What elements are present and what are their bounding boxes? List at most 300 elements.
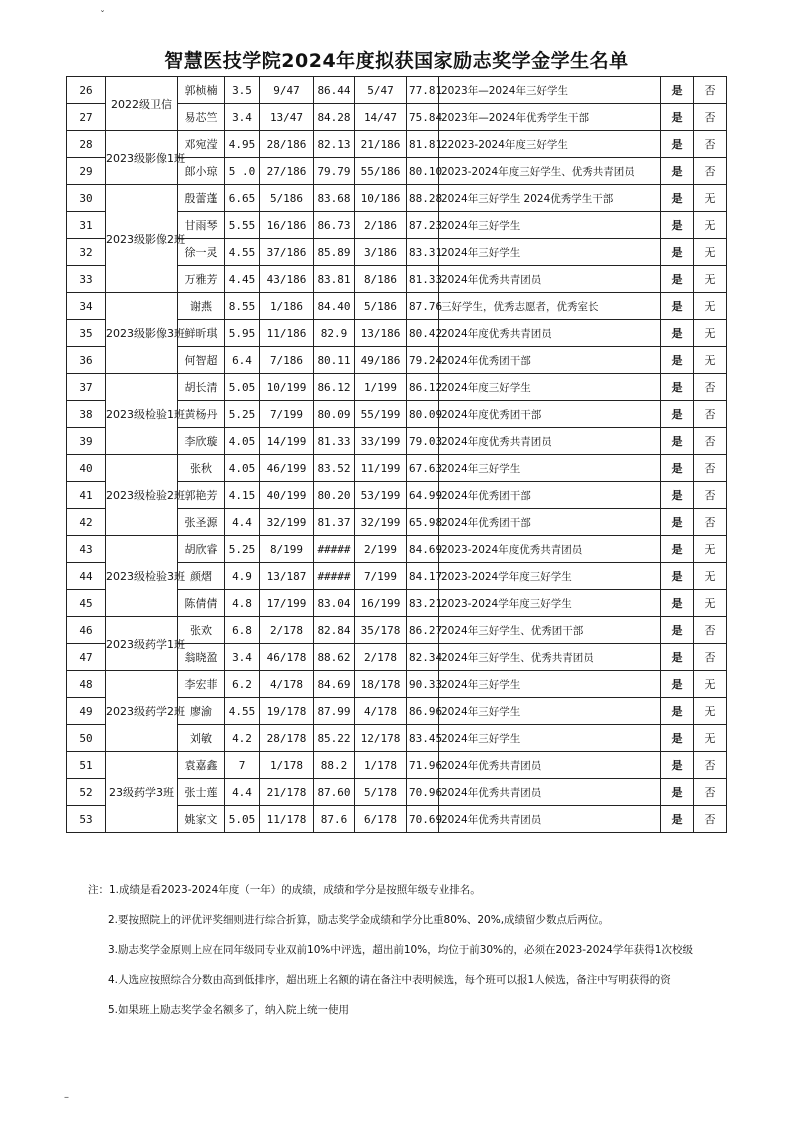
status-a-cell: 是	[661, 752, 694, 779]
status-b-cell: 无	[694, 563, 727, 590]
table-row	[67, 374, 727, 401]
student-name: 万雅芳	[178, 266, 225, 293]
total-score-cell: 87.76	[407, 293, 439, 320]
student-name: 郭艳芳	[178, 482, 225, 509]
credit-rank-cell: 33/199	[355, 428, 407, 455]
honor-cell: 2023年—2024年三好学生	[439, 77, 661, 104]
status-a-cell: 是	[661, 401, 694, 428]
total-score-cell: 75.84	[407, 104, 439, 131]
total-score-cell: 83.45	[407, 725, 439, 752]
score-rank-cell: 7/186	[260, 347, 314, 374]
note-line: 3.励志奖学金原则上应在同年级同专业双前10%中评选，超出前10%，均位于前30%的，必须在2023-2024学年获得1次校级	[108, 944, 693, 956]
comprehensive-score-cell: 79.79	[314, 158, 355, 185]
student-name: 张圣源	[178, 509, 225, 536]
total-score-cell: 79.03	[407, 428, 439, 455]
status-a-cell: 是	[661, 590, 694, 617]
credit-rank-cell: 49/186	[355, 347, 407, 374]
score-rank-cell: 4/178	[260, 671, 314, 698]
scan-dash-mark: –	[64, 1092, 69, 1103]
student-name: 张秋	[178, 455, 225, 482]
total-score-cell: 80.42	[407, 320, 439, 347]
credit-rank-cell: 35/178	[355, 617, 407, 644]
honor-cell: 2024年三好学生	[439, 212, 661, 239]
table-row	[67, 752, 727, 779]
row-number: 36	[67, 347, 106, 374]
row-number: 39	[67, 428, 106, 455]
gpa-cell: 4.45	[225, 266, 260, 293]
status-b-cell: 否	[694, 644, 727, 671]
score-rank-cell: 17/199	[260, 590, 314, 617]
gpa-cell: 4.2	[225, 725, 260, 752]
table-row	[67, 536, 727, 563]
row-number: 37	[67, 374, 106, 401]
status-b-cell: 无	[694, 590, 727, 617]
status-a-cell: 是	[661, 563, 694, 590]
status-a-cell: 是	[661, 725, 694, 752]
student-name: 李欣璇	[178, 428, 225, 455]
honor-cell: 三好学生，优秀志愿者，优秀室长	[439, 293, 661, 320]
row-number: 28	[67, 131, 106, 158]
status-a-cell: 是	[661, 158, 694, 185]
credit-rank-cell: 6/178	[355, 806, 407, 833]
table-row	[67, 131, 727, 158]
status-b-cell: 否	[694, 131, 727, 158]
credit-rank-cell: 3/186	[355, 239, 407, 266]
gpa-cell: 4.8	[225, 590, 260, 617]
row-number: 35	[67, 320, 106, 347]
comprehensive-score-cell: 87.60	[314, 779, 355, 806]
class-cell: 2023级检验3班	[106, 536, 178, 617]
honor-cell: 2024年优秀共青团员	[439, 266, 661, 293]
row-number: 50	[67, 725, 106, 752]
note-line: 注：1.成绩是看2023-2024年度（一年）的成绩，成绩和学分是按照年级专业排名。	[88, 884, 481, 896]
total-score-cell: 81.33	[407, 266, 439, 293]
honor-cell: 2024年优秀团干部	[439, 347, 661, 374]
status-b-cell: 无	[694, 266, 727, 293]
status-a-cell: 是	[661, 320, 694, 347]
honor-cell: 2024年三好学生、优秀共青团员	[439, 644, 661, 671]
gpa-cell: 5 .0	[225, 158, 260, 185]
comprehensive-score-cell: 86.73	[314, 212, 355, 239]
status-a-cell: 是	[661, 104, 694, 131]
gpa-cell: 3.4	[225, 644, 260, 671]
status-b-cell: 无	[694, 536, 727, 563]
gpa-cell: 4.15	[225, 482, 260, 509]
comprehensive-score-cell: 81.37	[314, 509, 355, 536]
credit-rank-cell: 4/178	[355, 698, 407, 725]
status-a-cell: 是	[661, 212, 694, 239]
row-number: 40	[67, 455, 106, 482]
credit-rank-cell: 11/199	[355, 455, 407, 482]
status-a-cell: 是	[661, 644, 694, 671]
gpa-cell: 4.4	[225, 779, 260, 806]
comprehensive-score-cell: 82.9	[314, 320, 355, 347]
comprehensive-score-cell: 80.09	[314, 401, 355, 428]
score-rank-cell: 10/199	[260, 374, 314, 401]
row-number: 47	[67, 644, 106, 671]
student-name: 廖渝	[178, 698, 225, 725]
class-cell: 2023级检验1班	[106, 374, 178, 455]
row-number: 45	[67, 590, 106, 617]
honor-cell: 2023年—2024年优秀学生干部	[439, 104, 661, 131]
honor-cell: 2024年三好学生 2024优秀学生干部	[439, 185, 661, 212]
student-name: 陈倩倩	[178, 590, 225, 617]
credit-rank-cell: 1/178	[355, 752, 407, 779]
total-score-cell: 84.69	[407, 536, 439, 563]
status-b-cell: 否	[694, 158, 727, 185]
status-b-cell: 无	[694, 239, 727, 266]
comprehensive-score-cell: #####	[314, 536, 355, 563]
honor-cell: 2023-2024年度优秀共青团员	[439, 536, 661, 563]
total-score-cell: 80.10	[407, 158, 439, 185]
gpa-cell: 4.55	[225, 698, 260, 725]
student-name: 李宏菲	[178, 671, 225, 698]
score-rank-cell: 46/199	[260, 455, 314, 482]
status-a-cell: 是	[661, 509, 694, 536]
status-a-cell: 是	[661, 806, 694, 833]
status-b-cell: 否	[694, 806, 727, 833]
status-b-cell: 无	[694, 212, 727, 239]
status-b-cell: 无	[694, 320, 727, 347]
comprehensive-score-cell: 87.6	[314, 806, 355, 833]
score-rank-cell: 11/178	[260, 806, 314, 833]
status-a-cell: 是	[661, 374, 694, 401]
scan-tick-mark: ˇ	[100, 10, 105, 21]
comprehensive-score-cell: 84.28	[314, 104, 355, 131]
comprehensive-score-cell: 83.52	[314, 455, 355, 482]
gpa-cell: 6.4	[225, 347, 260, 374]
score-rank-cell: 5/186	[260, 185, 314, 212]
score-rank-cell: 8/199	[260, 536, 314, 563]
honor-cell: 2023-2024学年度三好学生	[439, 590, 661, 617]
row-number: 32	[67, 239, 106, 266]
notes-section	[88, 884, 792, 1034]
status-b-cell: 否	[694, 374, 727, 401]
comprehensive-score-cell: #####	[314, 563, 355, 590]
honor-cell: 2024年优秀共青团员	[439, 779, 661, 806]
score-rank-cell: 2/178	[260, 617, 314, 644]
class-cell: 2023级药学2班	[106, 671, 178, 752]
honor-cell: 2024年三好学生	[439, 239, 661, 266]
score-rank-cell: 32/199	[260, 509, 314, 536]
status-b-cell: 否	[694, 428, 727, 455]
note-line: 5.如果班上励志奖学金名额多了，纳入院上统一使用	[108, 1004, 350, 1016]
gpa-cell: 4.55	[225, 239, 260, 266]
gpa-cell: 4.9	[225, 563, 260, 590]
table-row	[67, 77, 727, 104]
student-name: 鲜昕琪	[178, 320, 225, 347]
gpa-cell: 4.4	[225, 509, 260, 536]
score-rank-cell: 28/186	[260, 131, 314, 158]
score-rank-cell: 37/186	[260, 239, 314, 266]
row-number: 46	[67, 617, 106, 644]
total-score-cell: 64.99	[407, 482, 439, 509]
comprehensive-score-cell: 84.69	[314, 671, 355, 698]
status-b-cell: 否	[694, 455, 727, 482]
credit-rank-cell: 13/186	[355, 320, 407, 347]
status-b-cell: 否	[694, 104, 727, 131]
score-rank-cell: 1/186	[260, 293, 314, 320]
student-name: 张欢	[178, 617, 225, 644]
student-name: 郎小琼	[178, 158, 225, 185]
score-rank-cell: 21/178	[260, 779, 314, 806]
note-line: 2.要按照院上的评优评奖细则进行综合折算，励志奖学金成绩和学分比重80%、20%,成绩留少数点后两位。	[108, 914, 610, 926]
row-number: 48	[67, 671, 106, 698]
total-score-cell: 86.12	[407, 374, 439, 401]
comprehensive-score-cell: 80.20	[314, 482, 355, 509]
total-score-cell: 82.34	[407, 644, 439, 671]
credit-rank-cell: 32/199	[355, 509, 407, 536]
credit-rank-cell: 14/47	[355, 104, 407, 131]
table-row	[67, 293, 727, 320]
student-name: 甘雨琴	[178, 212, 225, 239]
status-b-cell: 否	[694, 401, 727, 428]
credit-rank-cell: 21/186	[355, 131, 407, 158]
student-name: 袁嘉鑫	[178, 752, 225, 779]
score-rank-cell: 27/186	[260, 158, 314, 185]
status-b-cell: 否	[694, 77, 727, 104]
credit-rank-cell: 2/199	[355, 536, 407, 563]
credit-rank-cell: 8/186	[355, 266, 407, 293]
row-number: 27	[67, 104, 106, 131]
score-rank-cell: 16/186	[260, 212, 314, 239]
credit-rank-cell: 1/199	[355, 374, 407, 401]
class-cell: 23级药学3班	[106, 752, 178, 833]
total-score-cell: 90.33	[407, 671, 439, 698]
honor-cell: 2023-2024年度三好学生、优秀共青团员	[439, 158, 661, 185]
gpa-cell: 5.25	[225, 401, 260, 428]
credit-rank-cell: 2/178	[355, 644, 407, 671]
comprehensive-score-cell: 88.2	[314, 752, 355, 779]
total-score-cell: 86.27	[407, 617, 439, 644]
honor-cell: 2024年度三好学生	[439, 374, 661, 401]
student-name: 邓宛滢	[178, 131, 225, 158]
status-b-cell: 否	[694, 482, 727, 509]
total-score-cell: 84.17	[407, 563, 439, 590]
gpa-cell: 7	[225, 752, 260, 779]
status-b-cell: 否	[694, 779, 727, 806]
gpa-cell: 8.55	[225, 293, 260, 320]
row-number: 34	[67, 293, 106, 320]
total-score-cell: 67.63	[407, 455, 439, 482]
comprehensive-score-cell: 83.81	[314, 266, 355, 293]
comprehensive-score-cell: 86.44	[314, 77, 355, 104]
honor-cell: 2024年度优秀团干部	[439, 401, 661, 428]
status-b-cell: 无	[694, 671, 727, 698]
credit-rank-cell: 7/199	[355, 563, 407, 590]
comprehensive-score-cell: 85.22	[314, 725, 355, 752]
total-score-cell: 81.81	[407, 131, 439, 158]
status-a-cell: 是	[661, 536, 694, 563]
honor-cell: 2024年优秀团干部	[439, 509, 661, 536]
scholarship-table	[66, 76, 727, 833]
total-score-cell: 70.96	[407, 779, 439, 806]
status-a-cell: 是	[661, 293, 694, 320]
gpa-cell: 6.65	[225, 185, 260, 212]
row-number: 43	[67, 536, 106, 563]
score-rank-cell: 7/199	[260, 401, 314, 428]
student-name: 谢燕	[178, 293, 225, 320]
gpa-cell: 6.8	[225, 617, 260, 644]
score-rank-cell: 19/178	[260, 698, 314, 725]
score-rank-cell: 13/47	[260, 104, 314, 131]
status-b-cell: 否	[694, 752, 727, 779]
row-number: 29	[67, 158, 106, 185]
honor-cell: 2023-2024学年度三好学生	[439, 563, 661, 590]
table-row	[67, 185, 727, 212]
status-a-cell: 是	[661, 698, 694, 725]
comprehensive-score-cell: 88.62	[314, 644, 355, 671]
gpa-cell: 5.25	[225, 536, 260, 563]
status-a-cell: 是	[661, 266, 694, 293]
note-line: 4.人选应按照综合分数由高到低排序，超出班上名额的请在备注中表明候选，每个班可以报1人候选，备注中写明获得的资	[108, 974, 671, 986]
score-rank-cell: 28/178	[260, 725, 314, 752]
class-cell: 2023级影像3班	[106, 293, 178, 374]
comprehensive-score-cell: 80.11	[314, 347, 355, 374]
total-score-cell: 71.96	[407, 752, 439, 779]
student-name: 何智超	[178, 347, 225, 374]
comprehensive-score-cell: 87.99	[314, 698, 355, 725]
score-rank-cell: 40/199	[260, 482, 314, 509]
status-a-cell: 是	[661, 482, 694, 509]
class-cell: 2023级影像1班	[106, 131, 178, 185]
comprehensive-score-cell: 82.84	[314, 617, 355, 644]
student-name: 颜熠	[178, 563, 225, 590]
row-number: 44	[67, 563, 106, 590]
credit-rank-cell: 12/178	[355, 725, 407, 752]
row-number: 42	[67, 509, 106, 536]
honor-cell: 2024年三好学生	[439, 698, 661, 725]
status-b-cell: 否	[694, 509, 727, 536]
gpa-cell: 5.05	[225, 374, 260, 401]
credit-rank-cell: 55/186	[355, 158, 407, 185]
total-score-cell: 88.28	[407, 185, 439, 212]
status-b-cell: 无	[694, 293, 727, 320]
status-b-cell: 无	[694, 185, 727, 212]
total-score-cell: 79.24	[407, 347, 439, 374]
gpa-cell: 4.05	[225, 428, 260, 455]
total-score-cell: 83.31	[407, 239, 439, 266]
status-b-cell: 无	[694, 347, 727, 374]
table-row	[67, 455, 727, 482]
row-number: 26	[67, 77, 106, 104]
class-cell: 2023级检验2班	[106, 455, 178, 536]
comprehensive-score-cell: 86.12	[314, 374, 355, 401]
score-rank-cell: 46/178	[260, 644, 314, 671]
honor-cell: 2024年三好学生	[439, 725, 661, 752]
table-row	[67, 671, 727, 698]
score-rank-cell: 9/47	[260, 77, 314, 104]
class-cell: 2023级影像2班	[106, 185, 178, 293]
credit-rank-cell: 16/199	[355, 590, 407, 617]
gpa-cell: 4.95	[225, 131, 260, 158]
row-number: 33	[67, 266, 106, 293]
row-number: 30	[67, 185, 106, 212]
status-a-cell: 是	[661, 131, 694, 158]
credit-rank-cell: 53/199	[355, 482, 407, 509]
row-number: 49	[67, 698, 106, 725]
credit-rank-cell: 55/199	[355, 401, 407, 428]
credit-rank-cell: 18/178	[355, 671, 407, 698]
honor-cell: 22023-2024年度三好学生	[439, 131, 661, 158]
credit-rank-cell: 5/178	[355, 779, 407, 806]
table-row	[67, 617, 727, 644]
student-name: 郭桢楠	[178, 77, 225, 104]
status-a-cell: 是	[661, 185, 694, 212]
row-number: 53	[67, 806, 106, 833]
status-a-cell: 是	[661, 347, 694, 374]
student-name: 黄杨丹	[178, 401, 225, 428]
row-number: 51	[67, 752, 106, 779]
row-number: 52	[67, 779, 106, 806]
score-rank-cell: 43/186	[260, 266, 314, 293]
honor-cell: 2024年三好学生、优秀团干部	[439, 617, 661, 644]
status-a-cell: 是	[661, 239, 694, 266]
honor-cell: 2024年优秀团干部	[439, 482, 661, 509]
credit-rank-cell: 5/47	[355, 77, 407, 104]
score-rank-cell: 1/178	[260, 752, 314, 779]
row-number: 31	[67, 212, 106, 239]
row-number: 38	[67, 401, 106, 428]
gpa-cell: 5.55	[225, 212, 260, 239]
total-score-cell: 86.96	[407, 698, 439, 725]
comprehensive-score-cell: 81.33	[314, 428, 355, 455]
honor-cell: 2024年三好学生	[439, 455, 661, 482]
status-a-cell: 是	[661, 779, 694, 806]
total-score-cell: 70.69	[407, 806, 439, 833]
student-name: 翁晓盈	[178, 644, 225, 671]
status-b-cell: 无	[694, 698, 727, 725]
credit-rank-cell: 5/186	[355, 293, 407, 320]
total-score-cell: 77.81	[407, 77, 439, 104]
status-a-cell: 是	[661, 671, 694, 698]
gpa-cell: 5.95	[225, 320, 260, 347]
score-rank-cell: 11/186	[260, 320, 314, 347]
score-rank-cell: 13/187	[260, 563, 314, 590]
honor-cell: 2024年三好学生	[439, 671, 661, 698]
page-title: 智慧医技学院2024年度拟获国家励志奖学金学生名单	[164, 50, 629, 72]
comprehensive-score-cell: 85.89	[314, 239, 355, 266]
comprehensive-score-cell: 83.04	[314, 590, 355, 617]
gpa-cell: 5.05	[225, 806, 260, 833]
comprehensive-score-cell: 82.13	[314, 131, 355, 158]
gpa-cell: 3.4	[225, 104, 260, 131]
credit-rank-cell: 2/186	[355, 212, 407, 239]
score-rank-cell: 14/199	[260, 428, 314, 455]
honor-cell: 2024年优秀共青团员	[439, 752, 661, 779]
student-name: 易芯竺	[178, 104, 225, 131]
student-name: 胡长清	[178, 374, 225, 401]
student-name: 刘敏	[178, 725, 225, 752]
row-number: 41	[67, 482, 106, 509]
total-score-cell: 80.09	[407, 401, 439, 428]
status-b-cell: 否	[694, 617, 727, 644]
status-a-cell: 是	[661, 77, 694, 104]
class-cell: 2023级药学1班	[106, 617, 178, 671]
status-a-cell: 是	[661, 428, 694, 455]
gpa-cell: 3.5	[225, 77, 260, 104]
student-name: 张士莲	[178, 779, 225, 806]
comprehensive-score-cell: 83.68	[314, 185, 355, 212]
honor-cell: 2024年优秀共青团员	[439, 806, 661, 833]
honor-cell: 2024年度优秀共青团员	[439, 428, 661, 455]
student-name: 胡欣睿	[178, 536, 225, 563]
comprehensive-score-cell: 84.40	[314, 293, 355, 320]
gpa-cell: 4.05	[225, 455, 260, 482]
gpa-cell: 6.2	[225, 671, 260, 698]
credit-rank-cell: 10/186	[355, 185, 407, 212]
student-name: 姚家文	[178, 806, 225, 833]
